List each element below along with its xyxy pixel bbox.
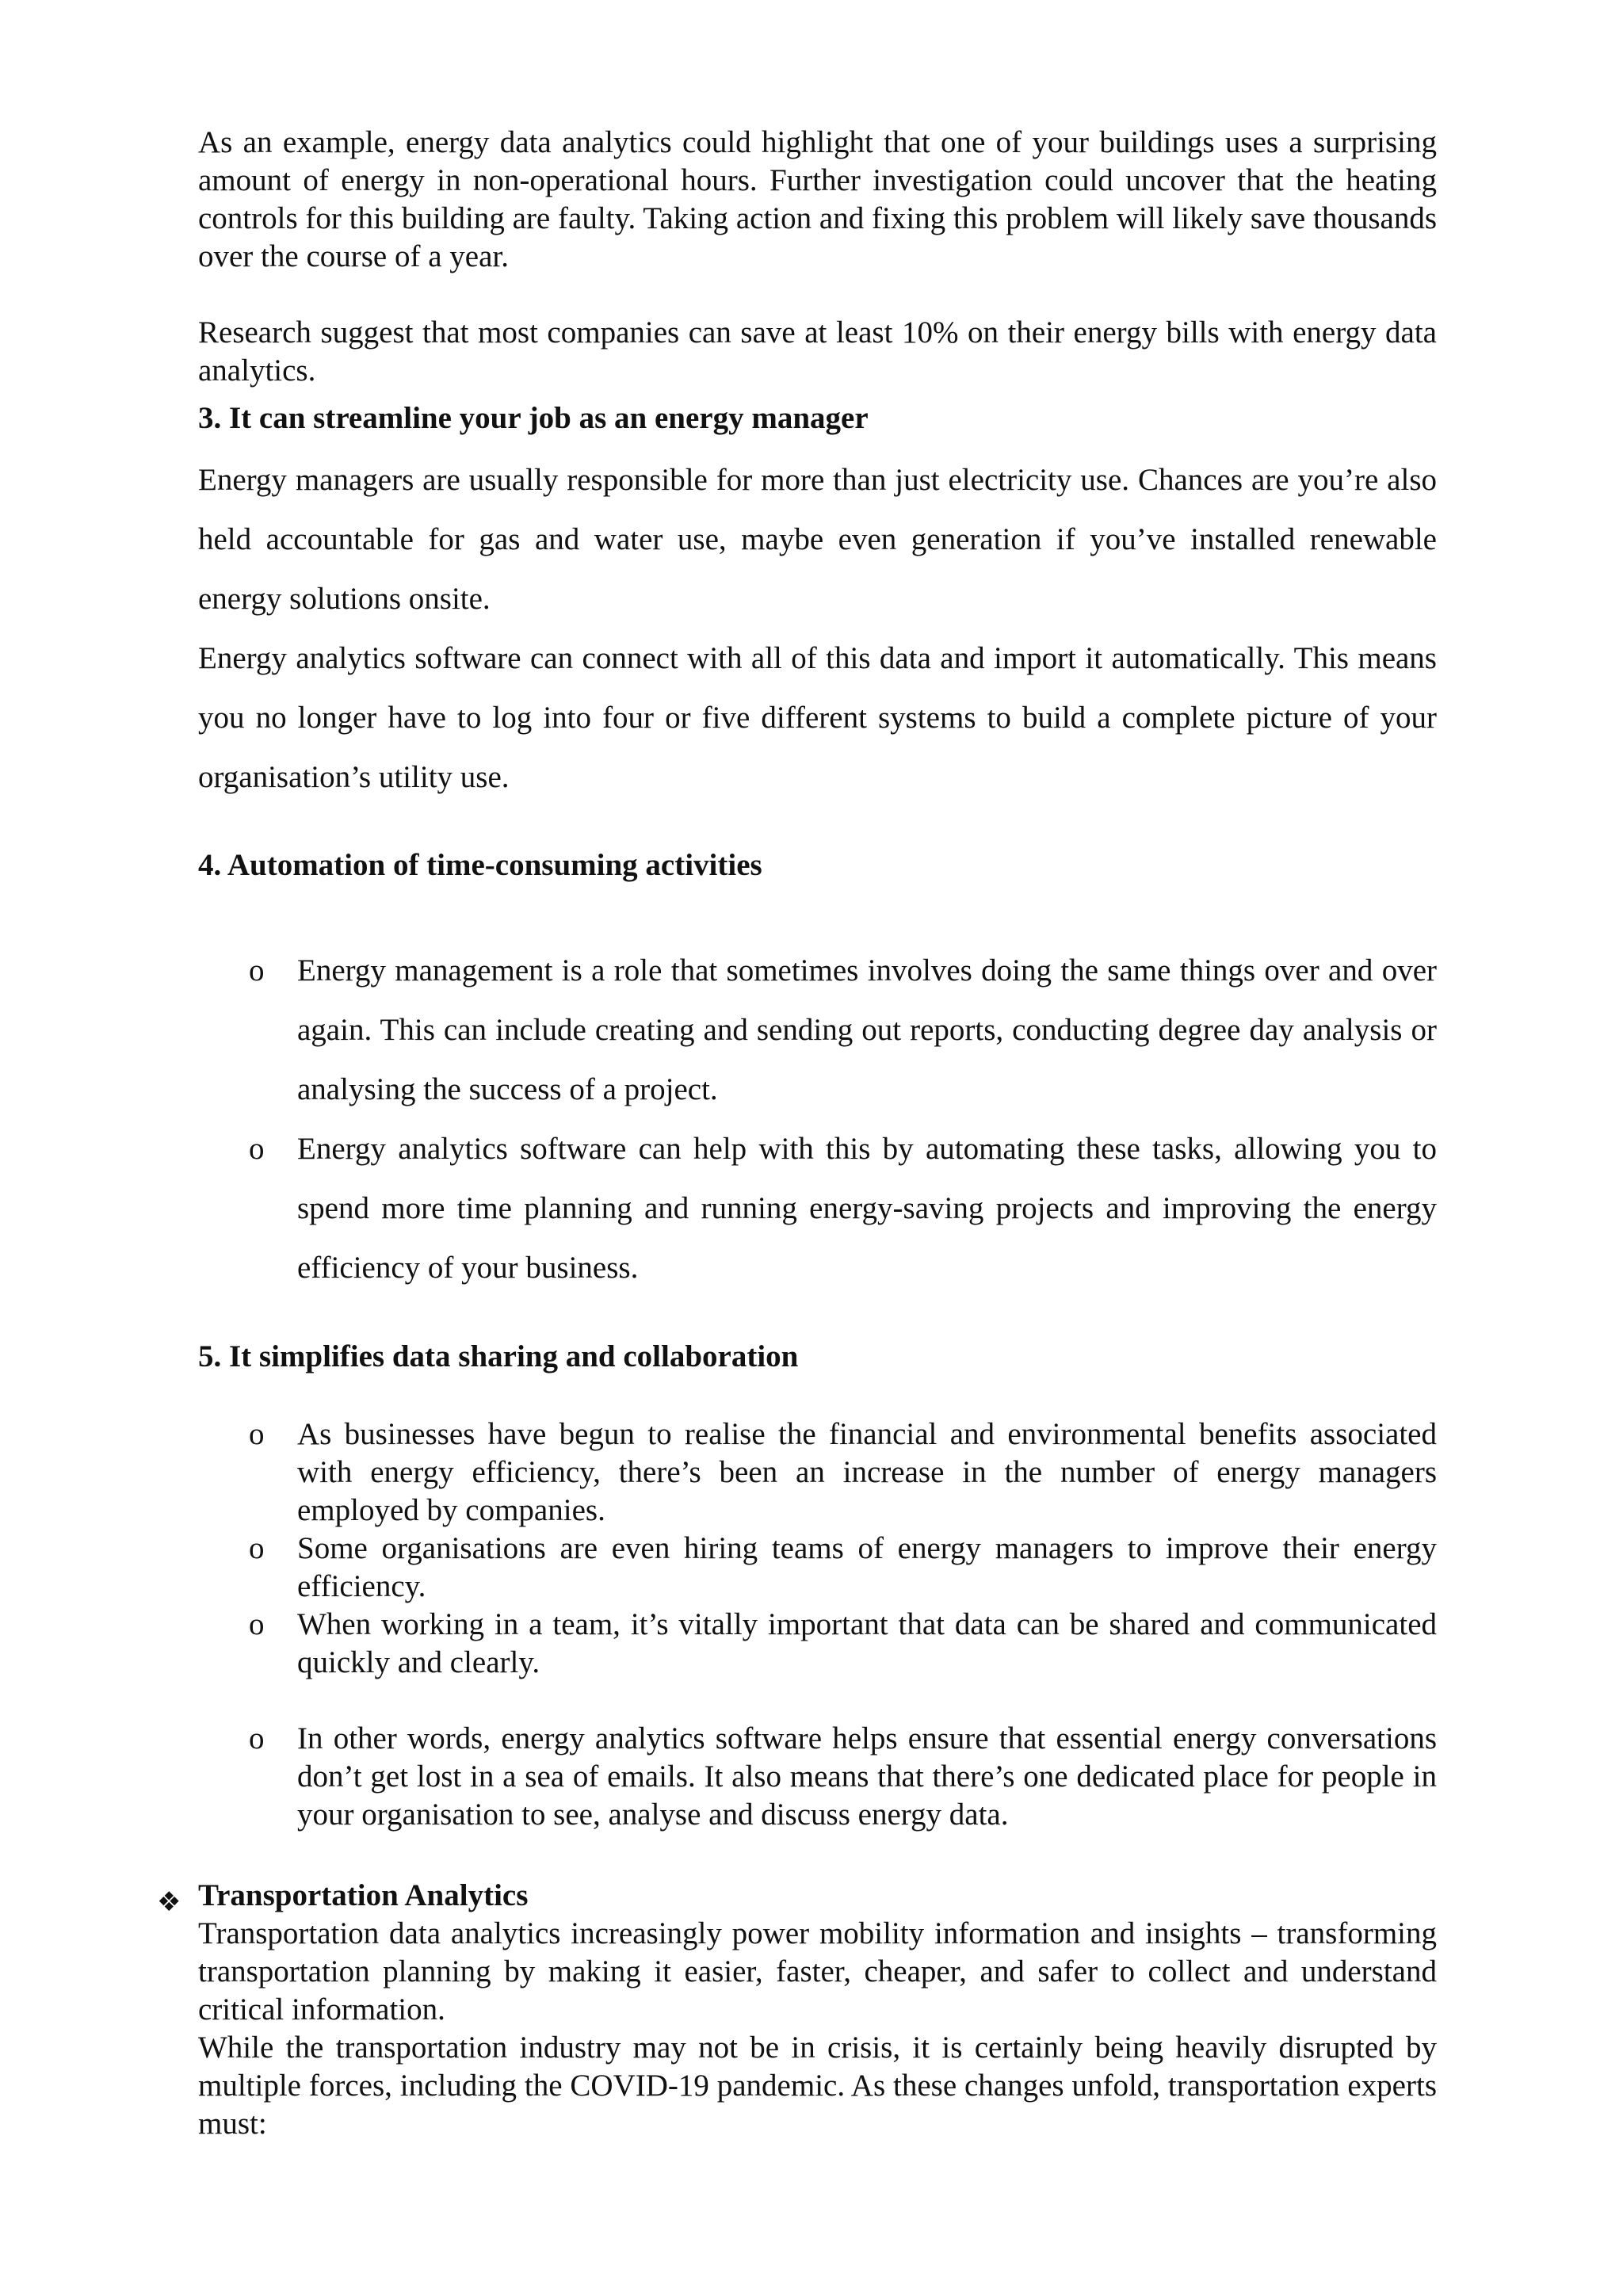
list-item: o Energy analytics software can help with this by automating these tasks, allowing you to spend more time planning and running energy-saving projects and improving the energy efficiency of your business. xyxy=(198,1119,1437,1297)
transportation-heading: Transportation Analytics xyxy=(198,1878,529,1912)
section-4-list xyxy=(198,941,1437,1297)
circle-bullet-icon: o xyxy=(249,1721,265,1755)
intro-paragraph-2: Research suggest that most companies can save at least 10% on their energy bills with energy data analytics. xyxy=(198,315,1437,388)
list-item: o Some organisations are even hiring teams of energy managers to improve their energy efficiency. xyxy=(249,1531,1437,1603)
transportation-paragraph-1: Transportation data analytics increasingly power mobility information and insights – transforming transportation planning by making it easier, faster, cheaper, and safer to collect and understand critical information. xyxy=(198,1916,1437,2027)
list-item: o When working in a team, it’s vitally important that data can be shared and communicated quickly and clearly. xyxy=(249,1607,1437,1679)
circle-bullet-icon: o xyxy=(249,1417,265,1451)
section-3-heading: 3. It can streamline your job as an energy manager xyxy=(198,401,869,435)
list-item: o In other words, energy analytics software helps ensure that essential energy conversations don’t get lost in a sea of emails. It also means that there’s one dedicated place for people in your organisation to see, analyse and discuss energy data. xyxy=(249,1721,1437,1832)
section-5-heading: 5. It simplifies data sharing and collaboration xyxy=(198,1339,799,1373)
section-3-paragraph-2: Energy analytics software can connect with all of this data and import it automatically. This means you no longer have to log into four or five different systems to build a complete picture of your organisation’s utility use. xyxy=(198,641,1437,794)
list-item: o As businesses have begun to realise the financial and environmental benefits associated with energy efficiency, there’s been an increase in the number of energy managers employed by companies. xyxy=(249,1417,1437,1527)
section-3-paragraph-1: Energy managers are usually responsible for more than just electricity use. Chances are you’re also held accountable for gas and water use, maybe even generation if you’ve installed renewable energy solutions onsite. xyxy=(198,463,1437,616)
list-item: o Energy management is a role that sometimes involves doing the same things over and over again. This can include creating and sending out reports, conducting degree day analysis or analysing the success of a project. xyxy=(198,941,1437,1119)
transportation-paragraph-2: While the transportation industry may not be in crisis, it is certainly being heavily disrupted by multiple forces, including the COVID-19 pandemic. As these changes unfold, transportation experts must: xyxy=(198,2030,1437,2141)
diamond-bullet-icon: ❖ xyxy=(157,1886,181,1918)
circle-bullet-icon: o xyxy=(249,1607,265,1641)
section-5-list xyxy=(198,1415,1437,1834)
section-4-heading: 4. Automation of time-consuming activities xyxy=(198,848,762,882)
circle-bullet-icon: o xyxy=(249,953,265,988)
circle-bullet-icon: o xyxy=(249,1132,265,1166)
circle-bullet-icon: o xyxy=(249,1531,265,1565)
intro-paragraph-1: As an example, energy data analytics could highlight that one of your buildings uses a surprising amount of energy in non-operational hours. Further investigation could uncover that the heating controls for this building are faulty. Taking action and fixing this problem will likely save thousands over the course of a year. xyxy=(198,125,1437,273)
